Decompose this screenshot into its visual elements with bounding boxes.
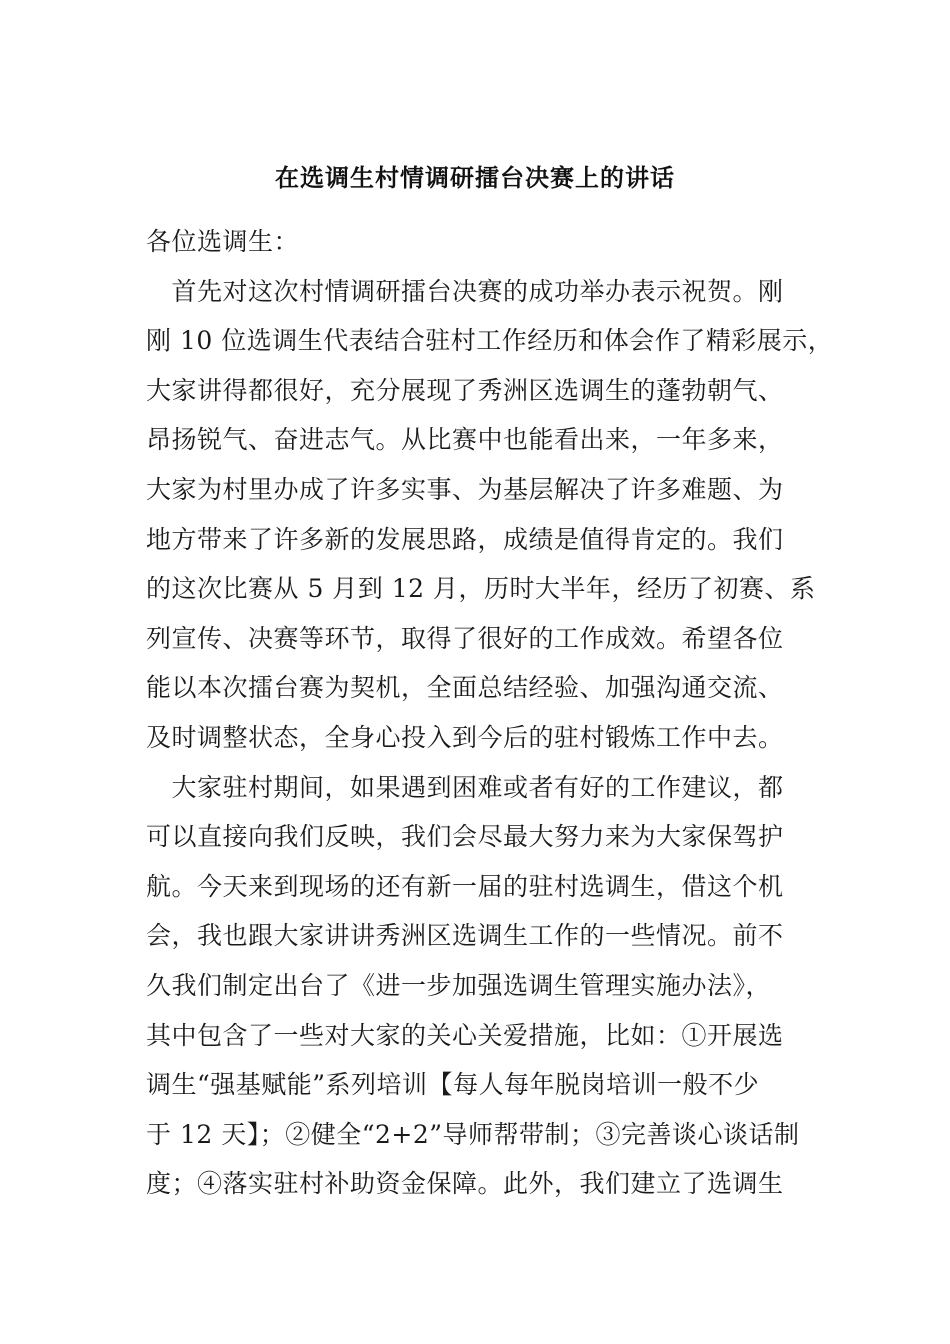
body-line: 大家驻村期间，如果遇到困难或者有好的工作建议，都: [146, 772, 784, 802]
body-line: 度；④落实驻村补助资金保障。此外，我们建立了选调生: [146, 1169, 784, 1199]
body-line: 的这次比赛从 5 月到 12 月，历时大半年，经历了初赛、系: [146, 574, 816, 604]
body-line: 久我们制定出台了《进一步加强选调生管理实施办法》，: [146, 971, 772, 1000]
body-line: 能以本次擂台赛为契机，全面总结经验、加强沟通交流、: [146, 673, 784, 703]
body-line: 航。今天来到现场的还有新一届的驻村选调生，借这个机: [146, 871, 784, 901]
body-line: 及时调整状态，全身心投入到今后的驻村锻炼工作中去。: [146, 723, 784, 752]
body-line: 于 12 天】；②健全“2+2”导师帮带制；③完善谈心谈话制: [146, 1119, 800, 1149]
body-line: 各位选调生：: [146, 227, 300, 256]
body-line: 可以直接向我们反映，我们会尽最大努力来为大家保驾护: [146, 822, 784, 852]
body-line: 昂扬锐气、奋进志气。从比赛中也能看出来，一年多来，: [146, 425, 784, 455]
body-line: 会，我也跟大家讲讲秀洲区选调生工作的一些情况。前不: [146, 921, 784, 951]
body-line: 调生“强基赋能”系列培训【每人每年脱岗培训一般不少: [146, 1070, 760, 1100]
body-line: 大家为村里办成了许多实事、为基层解决了许多难题、为: [146, 475, 784, 504]
body-line: 列宣传、决赛等环节，取得了很好的工作成效。希望各位: [146, 623, 784, 653]
document-title: 在选调生村情调研擂台决赛上的讲话: [275, 163, 675, 192]
body-line: 刚 10 位选调生代表结合驻村工作经历和体会作了精彩展示，: [146, 326, 834, 356]
body-line: 大家讲得都很好，充分展现了秀洲区选调生的蓬勃朝气、: [146, 375, 784, 405]
body-line: 地方带来了许多新的发展思路，成绩是值得肯定的。我们: [146, 524, 784, 554]
body-line: 首先对这次村情调研擂台决赛的成功举办表示祝贺。刚: [146, 276, 784, 306]
body-line: 其中包含了一些对大家的关心关爱措施，比如：①开展选: [146, 1020, 784, 1050]
